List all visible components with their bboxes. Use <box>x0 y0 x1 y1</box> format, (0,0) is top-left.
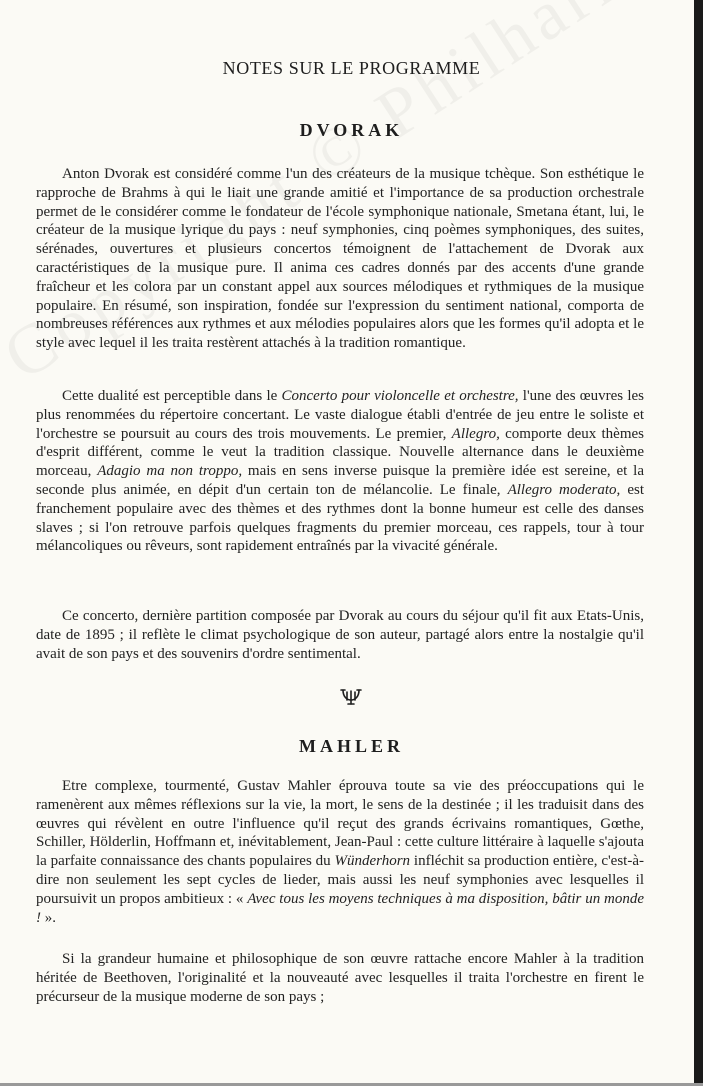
body-text: est franchement populaire avec des thèmes et des rythmes dont la bonne humeur est celle des danses slaves ; si l'on retrouve parfois quelques fragments du premier morceau, ces rappels, tour à tour mélancoliques ou rêveurs, sont rapidement entraînés par la vivacité générale. <box>36 481 644 555</box>
mahler-paragraph-2 <box>36 950 644 1006</box>
section-heading-mahler: MAHLER <box>299 736 404 756</box>
italic-title-text: Allegro, <box>451 425 500 442</box>
italic-title-text: Allegro moderato, <box>507 481 621 498</box>
dvorak-paragraph-1 <box>36 165 644 353</box>
italic-title-text: Avec tous les moyens techniques à ma disposition, bâtir un monde ! <box>36 890 644 926</box>
scan-edge <box>694 0 703 1086</box>
italic-title-text: Wünderhorn <box>334 853 411 870</box>
lyre-ornament-icon <box>339 687 363 707</box>
paragraph <box>36 387 644 556</box>
body-text: mais en sens inverse puisque la première idée est sereine, et la seconde plus animée, en dépit d'un certain ton de mélancolie. Le finale, <box>36 463 644 498</box>
italic-title-text: Adagio ma non troppo, <box>97 463 243 480</box>
paragraph <box>36 607 644 663</box>
body-text: Cette dualité est perceptible dans le <box>62 388 282 404</box>
italic-title-text: Concerto pour violoncelle et orchestre, <box>281 388 519 404</box>
page-title: NOTES SUR LE PROGRAMME <box>222 58 481 78</box>
body-text: Etre complexe, tourmenté, Gustav Mahler éprouva toute sa vie des préoccupations qui le ramenèrent aux mêmes réflexions sur la vie, la mort, le sens de la destinée ; il les traduisit dans des œuvres qui révèlent en outre l'influence qu'il reçut des grands écrivains romantiques, Gœthe, Schiller, Hölderlin, Hoffmann et, inévitablement, Jean-Paul : cette culture littéraire à laquelle s'ajouta la parfaite connaissance des chants populaires du <box>36 778 644 870</box>
body-text: comporte deux thèmes d'esprit différent, comme le veut la tradition classique. Nouvelle alternance dans le deuxième morceau, <box>36 425 645 480</box>
paragraph <box>36 777 644 927</box>
body-text: l'une des œuvres les plus renommées du répertoire concertant. Le vaste dialogue établi d'entrée de jeu entre le soliste et l'orchestre se poursuit au cours des trois mouvements. Le premier, <box>36 388 645 442</box>
paragraph <box>36 165 644 353</box>
body-text: Si la grandeur humaine et philosophique de son œuvre rattache encore Mahler à la tradition héritée de Beethoven, l'originalité et la nouveauté avec lesquelles il traita l'orchestre en firent le précurseur de la musique moderne de son pays ; <box>36 951 644 1005</box>
body-text: Anton Dvorak est considéré comme l'un des créateurs de la musique tchèque. Son esthétique le rapproche de Brahms à qui le liait une grande amitié et l'importance de sa production orchestrale permet de le considérer comme le fondateur de l'école symphonique nationale, Smetana étant, lui, le créateur de la musique lyrique du pays : neuf symphonies, cinq poèmes symphoniques, des suites, sérénades, ouvertures et plusieurs concertos témoignent de l'attachement de Dvorak aux caractéristiques de la musique pure. Il anima ces cadres donnés par des accents d'une grande fraîcheur et les colora par un constant appel aux sources mélodiques et rythmiques de la musique populaire. En résumé, son inspiration, fondée sur l'expression du sentiment national, comporta de nombreuses références aux rythmes et aux mélodies populaires alors que les formes qu'il adopta et le style avec lequel il les traita restèrent attachés à la tradition romantique. <box>36 166 644 352</box>
dvorak-paragraph-2 <box>36 387 644 556</box>
section-heading-dvorak: DVORAK <box>299 120 404 140</box>
body-text: infléchit sa production entière, c'est-à-dire non seulement les sept cycles de lieder, mais aussi les neuf symphonies avec lesquelles il poursuivit un propos ambitieux : « <box>36 853 644 907</box>
body-text: ». <box>41 909 56 926</box>
mahler-paragraph-1 <box>36 777 644 927</box>
paragraph <box>36 950 644 1006</box>
dvorak-paragraph-3 <box>36 607 644 663</box>
body-text: Ce concerto, dernière partition composée par Dvorak au cours du séjour qu'il fit aux Etats-Unis, date de 1895 ; il reflète le climat psychologique de son auteur, partagé alors entre la nostalgie qu'il avait de son pays et des souvenirs d'ordre sentimental. <box>36 608 644 662</box>
